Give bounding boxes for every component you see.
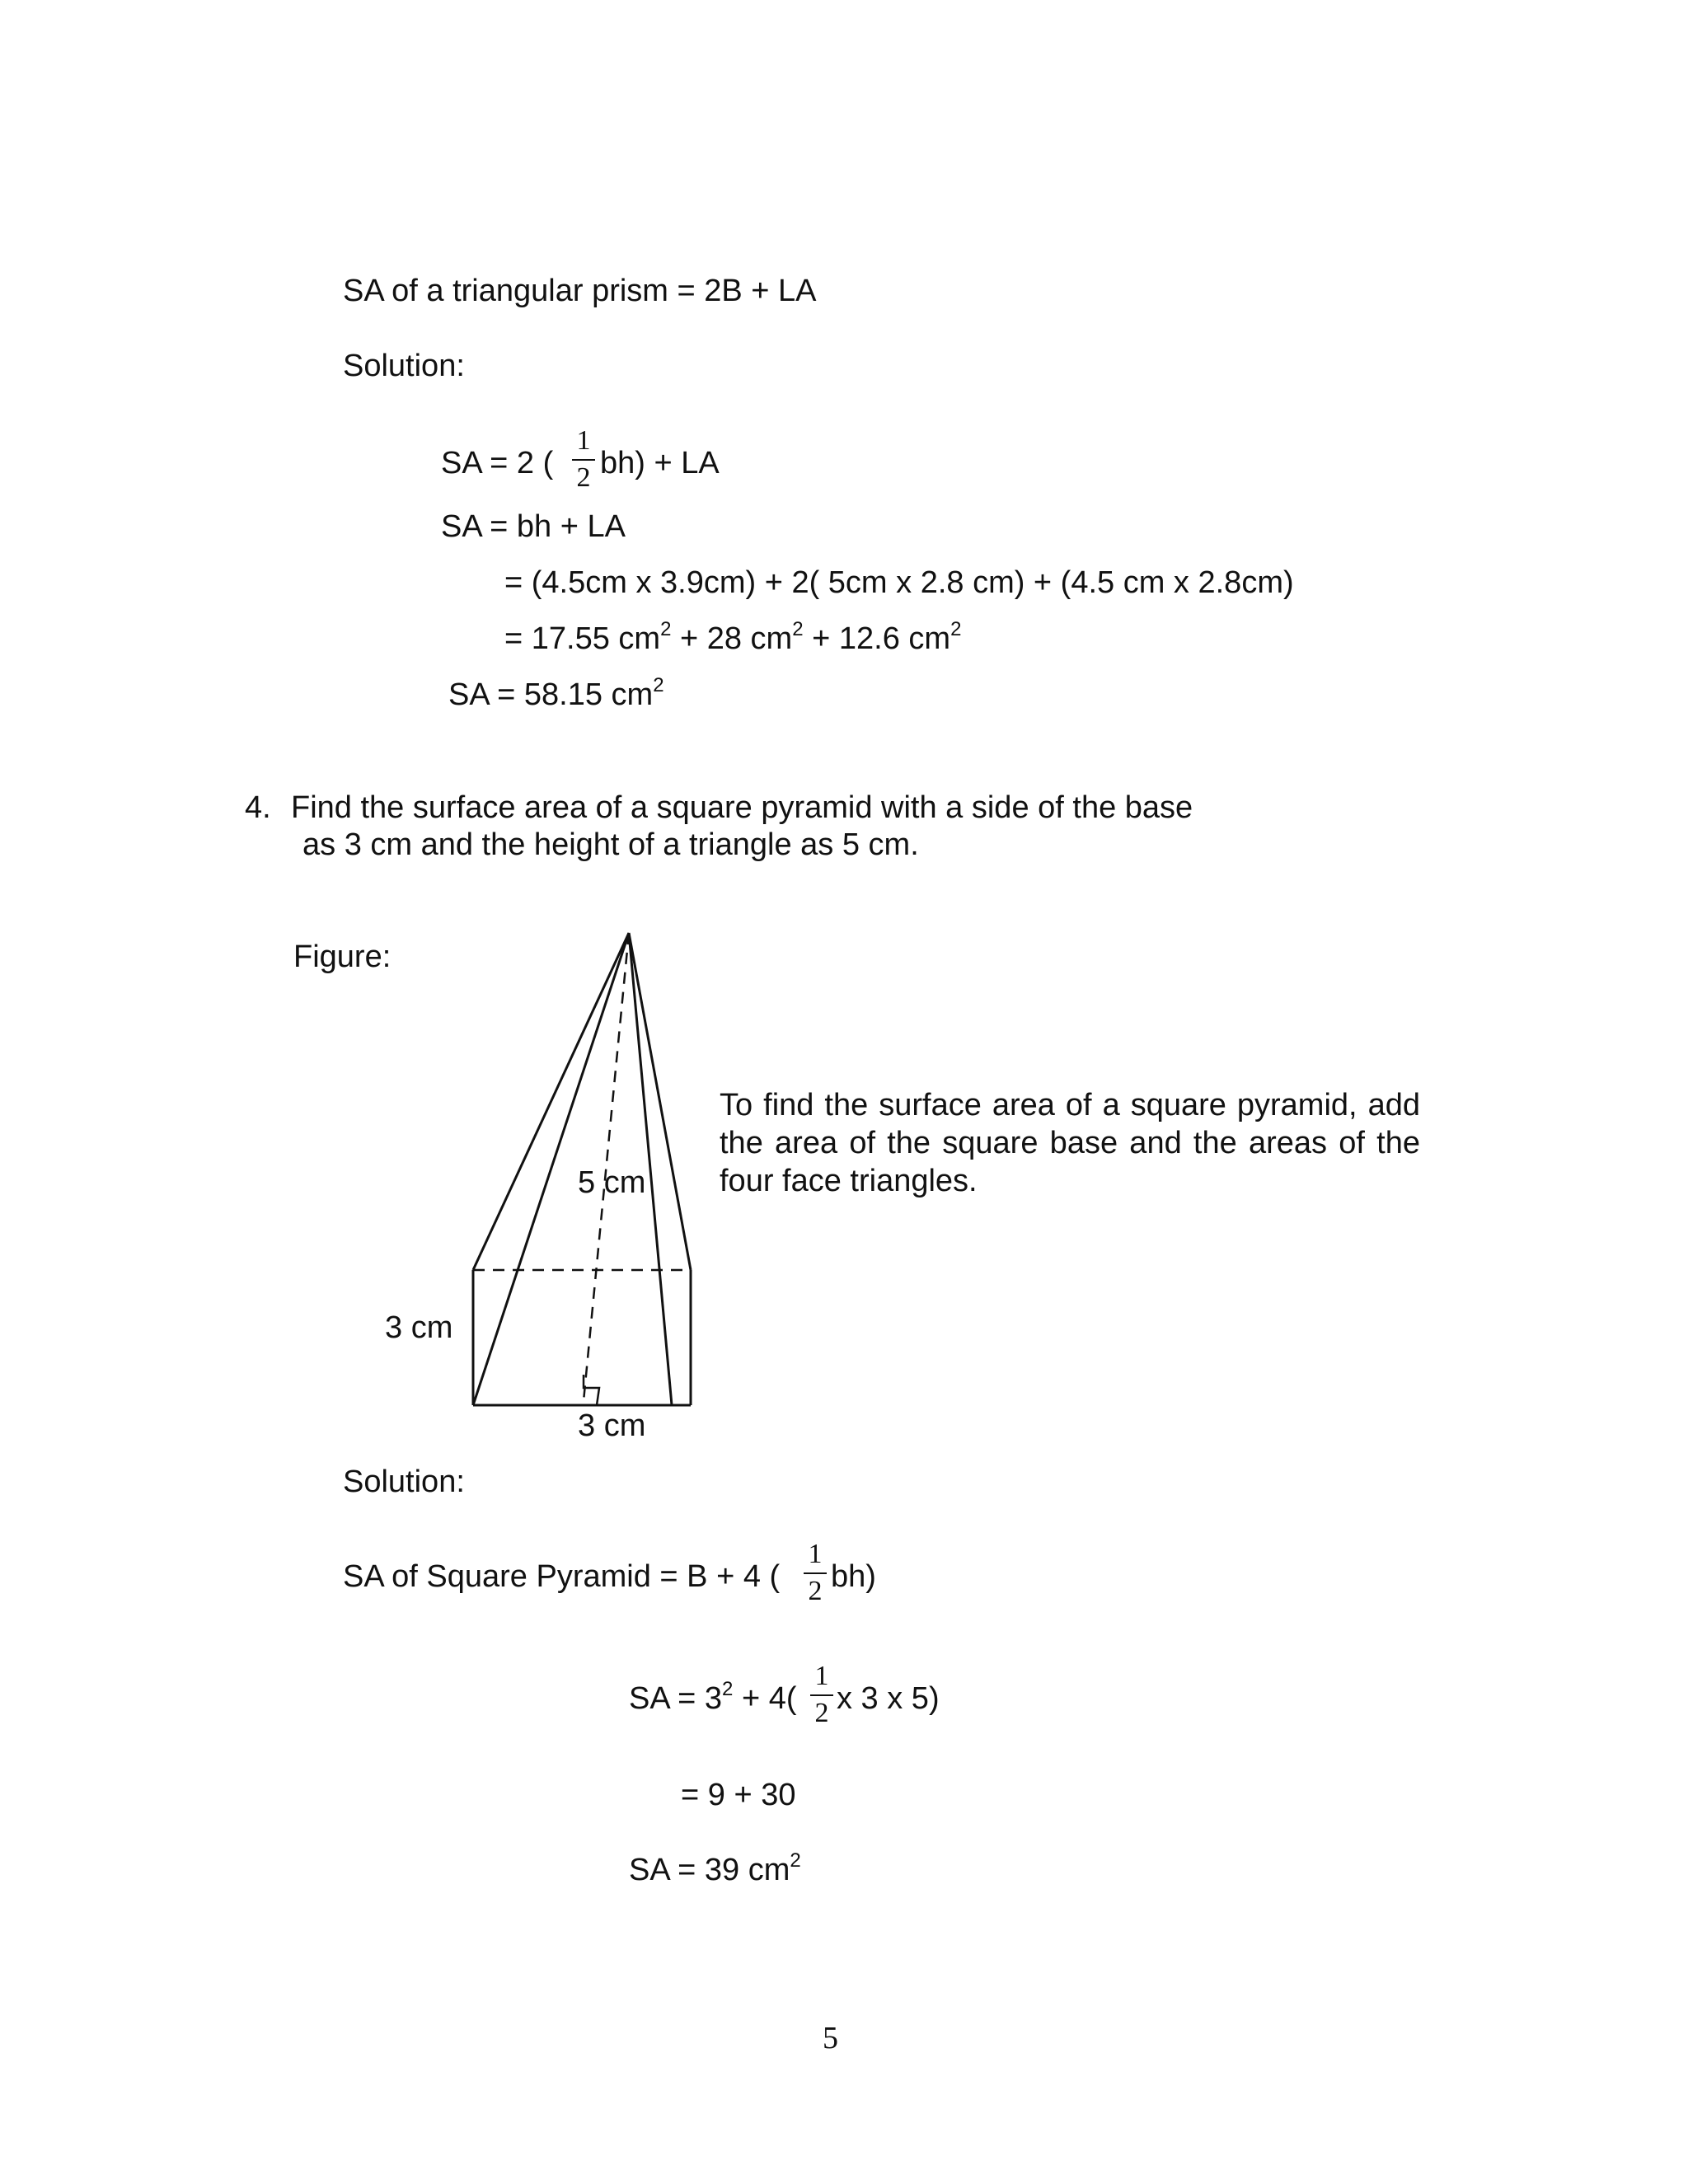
fraction-bar xyxy=(804,1572,827,1574)
superscript: 2 xyxy=(790,1849,801,1872)
page-number: 5 xyxy=(823,2021,838,2055)
superscript: 2 xyxy=(653,674,664,696)
term-2: + 28 cm xyxy=(671,621,793,656)
fraction-numerator: 1 xyxy=(808,1539,823,1569)
fraction-numerator: 1 xyxy=(576,425,591,456)
step-1-suffix: x 3 x 5) xyxy=(837,1681,940,1716)
superscript: 2 xyxy=(660,618,672,640)
fraction-one-half xyxy=(804,1540,827,1605)
fraction-denominator: 2 xyxy=(808,1576,823,1606)
fraction-numerator: 1 xyxy=(814,1661,829,1691)
step-1-mid: + 4( xyxy=(733,1681,797,1716)
term-1: = 17.55 cm xyxy=(504,621,661,656)
right-angle-marker xyxy=(584,1375,599,1405)
explanation-text: To find the surface area of a square pyramid, add the area of the square base and the areas of the four face triangles. xyxy=(720,1088,1420,1198)
fraction-denominator: 2 xyxy=(814,1698,829,1728)
fraction-denominator: 2 xyxy=(576,462,591,493)
problem-number: 4. xyxy=(245,790,271,825)
edge-left xyxy=(473,933,629,1270)
base-label: 3 cm xyxy=(578,1408,646,1443)
sa-line-2: SA = bh + LA xyxy=(441,509,626,544)
superscript: 2 xyxy=(722,1678,734,1700)
sa-line-1-suffix: bh) + LA xyxy=(600,446,720,480)
superscript: 2 xyxy=(950,618,962,640)
solution-label: Solution: xyxy=(343,349,465,383)
pyramid-formula-prefix: SA of Square Pyramid = B + 4 ( xyxy=(343,1559,781,1594)
step-2: = 9 + 30 xyxy=(681,1778,796,1812)
sa-line-3: = (4.5cm x 3.9cm) + 2( 5cm x 2.8 cm) + (4.5 cm x 2.8cm) xyxy=(504,565,1294,600)
result-text: SA = 58.15 cm xyxy=(448,677,654,712)
step-1-text: SA = 3 xyxy=(629,1681,723,1716)
figure-label: Figure: xyxy=(293,940,392,974)
problem-text-line-2: as 3 cm and the height of a triangle as 5 cm. xyxy=(302,827,919,862)
result-text: SA = 39 cm xyxy=(629,1853,790,1887)
prism-formula: SA of a triangular prism = 2B + LA xyxy=(343,274,817,308)
term-3: + 12.6 cm xyxy=(803,621,951,656)
pyramid-result xyxy=(629,1849,801,1887)
pyramid-formula-suffix: bh) xyxy=(831,1559,876,1594)
edge-right xyxy=(629,933,691,1270)
problem-text-line-1: Find the surface area of a square pyramid with a side of the base xyxy=(291,790,1193,825)
superscript: 2 xyxy=(792,618,804,640)
solution-label-2: Solution: xyxy=(343,1465,465,1499)
fraction-bar xyxy=(810,1694,833,1696)
step-1-prefix xyxy=(629,1678,797,1716)
sa-line-1-prefix: SA = 2 ( xyxy=(441,446,554,480)
height-label: 5 cm xyxy=(578,1165,646,1200)
fraction-one-half xyxy=(810,1662,833,1727)
side-label: 3 cm xyxy=(385,1310,453,1345)
